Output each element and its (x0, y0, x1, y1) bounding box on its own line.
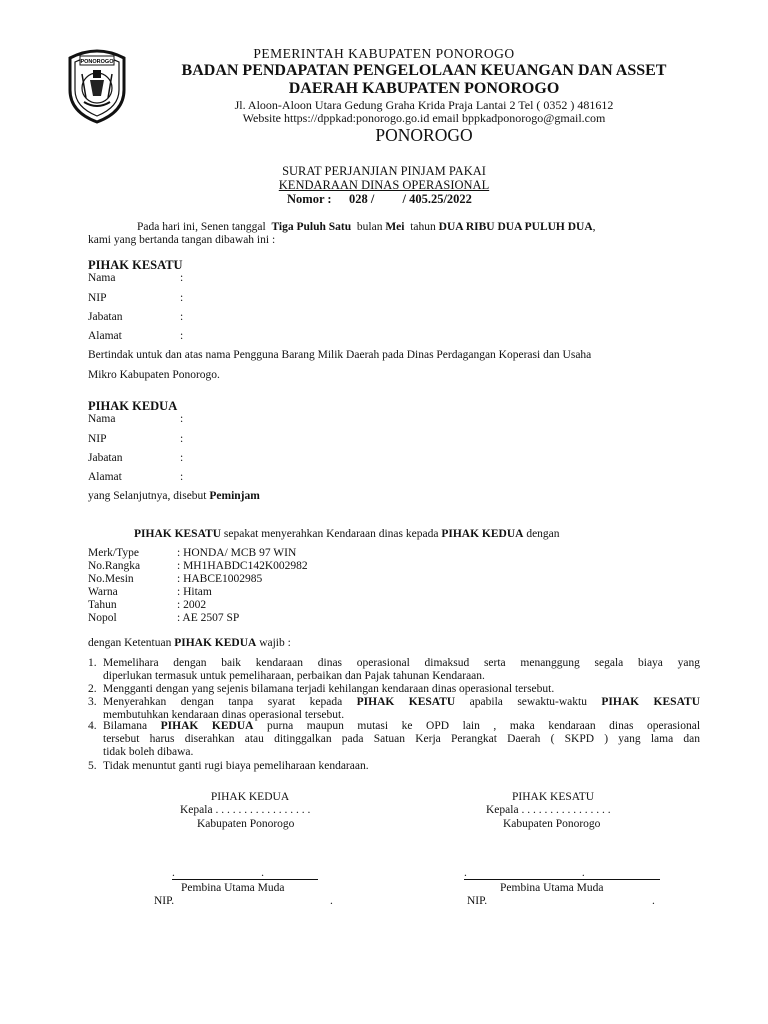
condition-item: 5. Tidak menuntut ganti rugi biaya pemeliharaan kendaraan. (88, 760, 369, 772)
signature-rank: Pembina Utama Muda (181, 882, 285, 894)
vehicle-label: Warna (88, 586, 118, 598)
party1-statement: Bertindak untuk dan atas nama Pengguna Barang Milik Daerah pada Dinas Perdagangan Koperasi dan Usaha (88, 349, 592, 361)
opening-year: DUA RIBU DUA PULUH DUA (438, 221, 593, 233)
signature-kabupaten: Kabupaten Ponorogo (197, 818, 295, 830)
party2-field-label: NIP (88, 433, 107, 445)
opening-date: Tiga Puluh Satu (271, 221, 352, 233)
signature-kepala: Kepala . . . . . . . . . . . . . . . . . (180, 804, 311, 816)
party2-statement: yang Selanjutnya, disebut Peminjam (88, 490, 260, 502)
party1-field-label: Alamat (88, 330, 122, 342)
party2-field-label: Alamat (88, 471, 122, 483)
condition-item: 1. Memelihara dengan baik kendaraan dinas operasional dimaksud serta menanggung segala biaya yang diperlukan termasuk untuk pemeliharaan, perbaikan dan Pajak tahunan Kendaraan. (88, 657, 700, 682)
vehicle-value: : HABCE1002985 (177, 573, 263, 585)
party2-field-label: Jabatan (88, 452, 123, 464)
document-subtitle: KENDARAAN DINAS OPERASIONAL (278, 178, 490, 192)
header-region: DAERAH KABUPATEN PONOROGO (288, 80, 560, 97)
signature-name-line: . . (172, 867, 318, 880)
party1-field-label: Jabatan (88, 311, 123, 323)
party2-field-colon: : (180, 452, 184, 464)
party1-field-colon: : (180, 272, 184, 284)
vehicle-value: : 2002 (177, 599, 207, 611)
signature-nip: NIP. (154, 895, 175, 907)
opening-line: Pada hari ini, Senen tanggal Tiga Puluh Satu bulan Mei tahun DUA RIBU DUA PULUH DUA, (137, 221, 596, 233)
signature-nip: NIP. (467, 895, 488, 907)
header-address: Jl. Aloon-Aloon Utara Gedung Graha Krida Praja Lantai 2 Tel ( 0352 ) 481612 (234, 98, 614, 112)
vehicle-label: Nopol (88, 612, 117, 624)
header-agency: BADAN PENDAPATAN PENGELOLAAN KEUANGAN DAN ASSET (181, 62, 667, 79)
party1-field-label: NIP (88, 292, 107, 304)
signature-nip-dot: . (330, 895, 333, 907)
document-title: SURAT PERJANJIAN PINJAM PAKAI (282, 164, 486, 178)
signature-title: PIHAK KESATU (512, 791, 595, 803)
party2-field-colon: : (180, 433, 184, 445)
document-number-label: Nomor : (287, 192, 332, 206)
party1-statement-2: Mikro Kabupaten Ponorogo. (88, 369, 220, 381)
document-number: 028 / / 405.25/2022 (349, 192, 472, 206)
party1-heading: PIHAK KESATU (88, 258, 183, 272)
signature-nip-dot: . (652, 895, 655, 907)
party2-field-colon: : (180, 413, 184, 425)
party1-field-colon: : (180, 330, 184, 342)
signature-kepala: Kepala . . . . . . . . . . . . . . . . (486, 804, 611, 816)
condition-item: 3. Menyerahkan dengan tanpa syarat kepada PIHAK KESATU apabila sewaktu-waktu PIHAK KESATU membutuhkan kendaraan dinas operasional tersebut. (88, 696, 700, 721)
party1-field-colon: : (180, 292, 184, 304)
party1-field-label: Nama (88, 272, 116, 284)
vehicle-label: No.Mesin (88, 573, 134, 585)
header-website: Website https://dppkad:ponorogo.go.id email bppkadponorogo@gmail.com (242, 111, 606, 125)
vehicle-value: : HONDA/ MCB 97 WIN (177, 547, 297, 559)
signature-name-line: . . (464, 867, 660, 880)
condition-item: 4. Bilamana PIHAK KEDUA purna maupun mutasi ke OPD lain , maka kendaraan dinas operasional tersebut harus diserahkan atau ditinggalkan pada Satuan Kerja Perangkat Daerah ( SKPD ) yang lama dan tidak boleh dibawa. (88, 720, 701, 758)
vehicle-value: : Hitam (177, 586, 212, 598)
party2-field-colon: : (180, 471, 184, 483)
condition-item: 2. Mengganti dengan yang sejenis bilamana terjadi kehilangan kendaraan dinas operasional tersebut. (88, 683, 555, 695)
party1-field-colon: : (180, 311, 184, 323)
party2-heading: PIHAK KEDUA (88, 399, 178, 413)
vehicle-label: Tahun (88, 599, 117, 611)
opening-month: Mei (385, 221, 405, 233)
agreement-line: PIHAK KESATU sepakat menyerahkan Kendaraan dinas kepada PIHAK KEDUA dengan (134, 528, 560, 540)
opening-line-2: kami yang bertanda tangan dibawah ini : (88, 234, 276, 246)
signature-kabupaten: Kabupaten Ponorogo (503, 818, 601, 830)
header-government: PEMERINTAH KABUPATEN PONOROGO (253, 46, 515, 61)
vehicle-label: No.Rangka (88, 560, 141, 572)
header-city: PONOROGO (375, 125, 473, 145)
signature-rank: Pembina Utama Muda (500, 882, 604, 894)
signature-title: PIHAK KEDUA (210, 791, 290, 803)
vehicle-value: : AE 2507 SP (177, 612, 240, 624)
borrower-term: Peminjam (209, 490, 260, 502)
svg-text:PONOROGO: PONOROGO (80, 59, 114, 65)
vehicle-value: : MH1HABDC142K002982 (177, 560, 308, 572)
party2-field-label: Nama (88, 413, 116, 425)
conditions-intro: dengan Ketentuan PIHAK KEDUA wajib : (88, 637, 291, 649)
vehicle-label: Merk/Type (88, 547, 139, 559)
